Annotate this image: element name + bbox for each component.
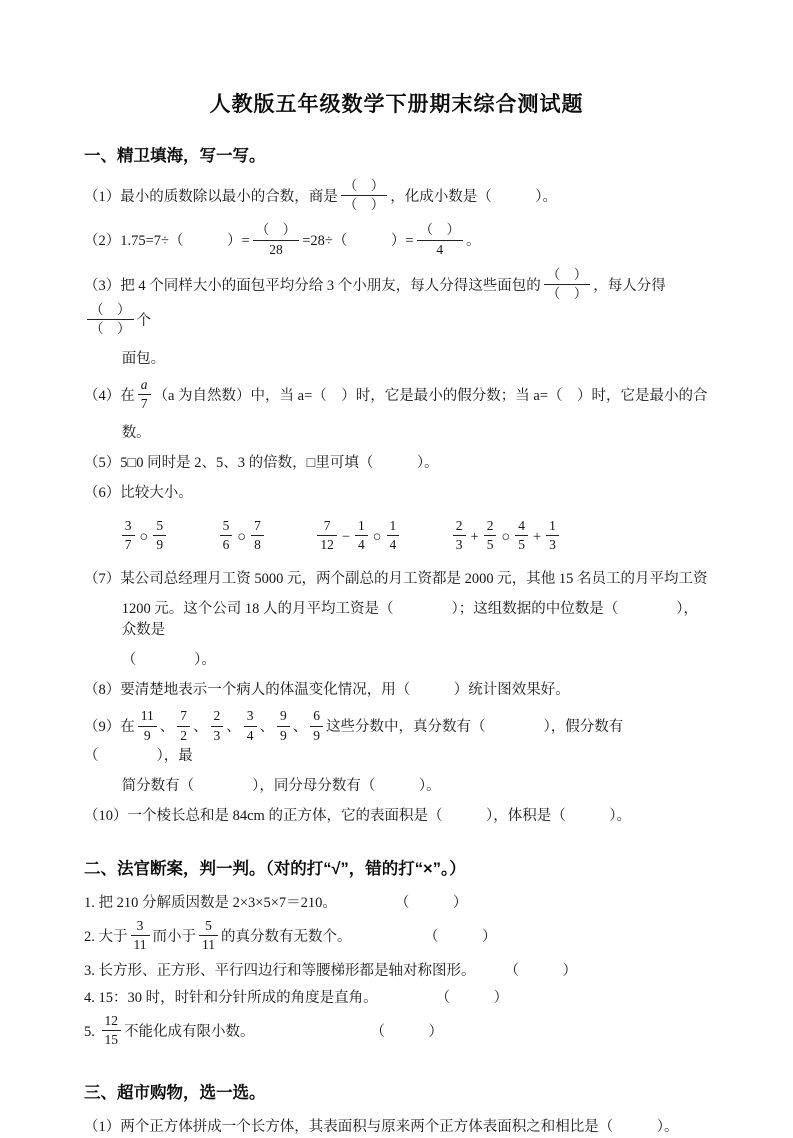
fraction-denominator: （ ） xyxy=(343,197,385,213)
text-run: （5）5□0 同时是 2、5、3 的倍数，□里可填（ ）。 xyxy=(84,454,439,471)
section-heading: 三、超市购物，选一选。 xyxy=(84,1083,266,1102)
fraction-numerator: （ ） xyxy=(253,222,300,240)
fraction xyxy=(211,708,224,743)
question-line xyxy=(84,266,709,340)
question-line xyxy=(84,710,709,766)
text-run: 1. 把 210 分解质因数是 2×3×5×7＝210。 （ ） xyxy=(84,894,468,911)
fraction-denominator: 9 xyxy=(156,537,164,553)
fraction-denominator: 11 xyxy=(133,937,147,953)
fraction xyxy=(102,1013,122,1048)
text-run: （7）某公司总经理月工资 5000 元，两个副总的月工资都是 2000 元，其他 15 名员工的月平均工资 xyxy=(84,571,708,588)
text-run: 1200 元。这个公司 18 人的月平均工资是（ ）；这组数据的中位数是（ ），众数是 xyxy=(121,601,699,639)
question-line xyxy=(84,917,709,955)
text-run: 数。 xyxy=(121,424,151,441)
text-run: （10）一个棱长总和是 84cm 的正方体，它的表面积是（ ），体积是（ ）。 xyxy=(84,807,631,824)
fraction xyxy=(199,918,218,953)
fraction xyxy=(277,708,290,743)
text-run: （6）比较大小。 xyxy=(84,484,193,501)
text-run: ○ xyxy=(501,528,511,545)
text-run: + xyxy=(532,528,542,545)
page-title: 人教版五年级数学下册期末综合测试题 xyxy=(209,93,584,116)
question-line xyxy=(84,599,709,641)
text-run: 、 xyxy=(193,719,208,736)
fraction-denominator: 4 xyxy=(389,537,397,553)
text-run: （2）1.75=7÷（ ）= xyxy=(84,233,250,250)
text-run: + xyxy=(470,528,479,545)
fraction-numerator: 2 xyxy=(484,518,497,536)
text-run: （8）要清楚地表示一个病人的体温变化情况，用（ ）统计图效果好。 xyxy=(84,682,570,699)
text-run: 的真分数有无数个。 （ ） xyxy=(221,928,497,945)
text-run: 、 xyxy=(292,719,308,736)
fraction-numerator: 1 xyxy=(355,518,368,536)
text-run: =28÷（ ）= xyxy=(302,233,414,250)
fraction-numerator: 12 xyxy=(102,1013,122,1031)
fraction-denominator: 9 xyxy=(313,727,320,743)
question-line xyxy=(84,988,709,1009)
text-run: 而小于 xyxy=(152,928,196,945)
fraction-numerator: a xyxy=(138,377,151,395)
question-line xyxy=(84,224,709,259)
fraction-numerator: 7 xyxy=(251,518,264,536)
fraction-numerator: 6 xyxy=(310,708,323,726)
question-line xyxy=(84,776,709,797)
fraction xyxy=(87,302,134,337)
text-run: （ ）。 xyxy=(121,652,216,669)
fraction-numerator: 3 xyxy=(122,518,135,536)
text-run xyxy=(171,529,215,545)
fraction-denominator: 5 xyxy=(486,537,494,553)
text-run: 、 xyxy=(159,719,175,736)
fraction-denominator: （ ） xyxy=(546,285,588,301)
fraction xyxy=(122,518,135,553)
text-run: （a 为自然数）中，当 a=（ ）时，它是最小的假分数；当 a=（ ）时，它是最小的合 xyxy=(153,387,708,404)
fraction-denominator: 4 xyxy=(358,537,365,553)
fraction xyxy=(546,518,559,553)
fraction xyxy=(251,518,264,553)
fraction xyxy=(253,222,300,257)
fraction xyxy=(244,708,257,743)
fraction-numerator: 2 xyxy=(453,518,466,536)
fraction xyxy=(387,518,400,553)
fraction-denominator: 9 xyxy=(143,727,151,743)
fraction-denominator: 11 xyxy=(202,937,215,953)
fraction-denominator: 7 xyxy=(140,395,148,411)
fraction-denominator: 9 xyxy=(280,727,287,743)
fraction-numerator: 3 xyxy=(131,918,150,936)
text-run: （9）在 xyxy=(84,719,135,736)
fraction-denominator: 7 xyxy=(124,537,132,553)
text-run: （3）把 4 个同样大小的面包平均分给 3 个小朋友，每人分得这些面包的 xyxy=(84,277,541,294)
fraction-denominator: 5 xyxy=(518,537,525,553)
fraction-numerator: （ ） xyxy=(341,178,388,196)
fraction-denominator: 3 xyxy=(455,537,463,553)
fraction xyxy=(310,708,323,743)
question-line xyxy=(84,1117,709,1138)
question-line xyxy=(84,453,709,474)
sections xyxy=(84,142,709,1138)
text-run: ○ xyxy=(139,528,149,545)
fraction-numerator: 5 xyxy=(153,518,166,536)
fraction-denominator: 3 xyxy=(213,727,221,743)
question-line xyxy=(84,961,709,982)
text-run: 这些分数中，真分数有（ ），假分数有（ ），最 xyxy=(84,719,624,764)
fraction-denominator: 6 xyxy=(222,537,230,553)
section-heading: 二、法官断案，判一判。（对的打“√”，错的打“×”。） xyxy=(84,859,466,878)
fraction-numerator: 11 xyxy=(138,708,157,726)
fraction xyxy=(544,267,591,302)
fraction xyxy=(417,222,464,257)
fraction xyxy=(484,518,497,553)
text-run: 3. 长方形、正方形、平行四边行和等腰梯形都是轴对称图形。 （ ） xyxy=(84,963,577,980)
text-run: 不能化成有限小数。 （ ） xyxy=(124,1024,443,1041)
section-choose xyxy=(84,1079,709,1138)
fraction-numerator: （ ） xyxy=(87,302,134,320)
fraction-denominator: （ ） xyxy=(90,321,131,337)
text-run: （4）在 xyxy=(84,387,135,404)
text-run: ○ xyxy=(237,528,247,545)
text-run: 。 xyxy=(466,233,481,250)
text-run: 简分数有（ ），同分母分数有（ ）。 xyxy=(121,777,441,794)
fraction-denominator: 4 xyxy=(246,727,254,743)
text-run: （1）最小的质数除以最小的合数，商是 xyxy=(84,189,338,206)
text-run: ，化成小数是（ ）。 xyxy=(390,189,557,206)
fraction xyxy=(138,708,157,743)
question-line xyxy=(84,349,709,370)
text-run: 2. 大于 xyxy=(84,928,128,945)
question-line xyxy=(84,180,709,215)
fraction-numerator: 4 xyxy=(515,518,528,536)
text-run xyxy=(404,529,448,545)
text-run: 、 xyxy=(259,719,274,736)
question-line xyxy=(84,423,709,444)
fraction-numerator: （ ） xyxy=(417,222,464,240)
fraction xyxy=(138,377,151,412)
text-run: ，每人分得 xyxy=(593,277,666,294)
question-line xyxy=(84,376,709,414)
section-fill xyxy=(84,142,709,827)
question-line xyxy=(84,569,709,590)
fraction xyxy=(153,518,166,553)
question-line xyxy=(84,650,709,671)
question-line xyxy=(84,680,709,701)
fraction xyxy=(341,178,388,213)
question-line xyxy=(84,517,709,555)
fraction-numerator: 5 xyxy=(199,918,218,936)
text-run: （1）两个正方体拼成一个长方体，其表面积与原来两个正方体表面积之和相比是（ ）。 xyxy=(84,1118,679,1135)
fraction-numerator: 2 xyxy=(211,708,224,726)
text-run: 4. 15：30 时，时针和分针所成的角度是直角。 （ ） xyxy=(84,990,509,1007)
fraction-denominator: 3 xyxy=(549,537,556,553)
section-heading: 一、精卫填海，写一写。 xyxy=(84,147,266,165)
text-run: 5. xyxy=(84,1024,99,1041)
fraction xyxy=(177,708,190,743)
question-line xyxy=(84,483,709,504)
fraction-denominator: 8 xyxy=(254,537,261,553)
text-run: 、 xyxy=(226,719,241,736)
fraction-numerator: 9 xyxy=(277,708,290,726)
fraction-numerator: 7 xyxy=(317,518,337,536)
question-line xyxy=(84,1015,709,1050)
text-run: ○ xyxy=(372,528,382,545)
text-run: 个 xyxy=(136,313,151,330)
fraction-numerator: 3 xyxy=(244,708,257,726)
question-line xyxy=(84,893,709,914)
fraction-denominator: 4 xyxy=(436,241,444,257)
fraction-numerator: 1 xyxy=(546,518,559,536)
text-run xyxy=(269,529,313,545)
text-run: − xyxy=(341,528,351,545)
fraction xyxy=(355,518,368,553)
fraction xyxy=(131,918,150,953)
fraction-denominator: 2 xyxy=(180,727,187,743)
fraction-numerator: 7 xyxy=(177,708,190,726)
section-judge xyxy=(84,855,709,1051)
fraction xyxy=(317,518,337,553)
text-run: 面包。 xyxy=(121,350,166,367)
fraction xyxy=(220,518,233,553)
fraction-denominator: 28 xyxy=(269,241,283,257)
fraction-numerator: 1 xyxy=(387,518,400,536)
fraction-denominator: 15 xyxy=(104,1032,118,1048)
question-line xyxy=(84,806,709,827)
fraction xyxy=(515,518,528,553)
fraction xyxy=(453,518,466,553)
fraction-numerator: 5 xyxy=(220,518,233,536)
fraction-denominator: 12 xyxy=(320,537,334,553)
fraction-numerator: （ ） xyxy=(544,267,591,285)
